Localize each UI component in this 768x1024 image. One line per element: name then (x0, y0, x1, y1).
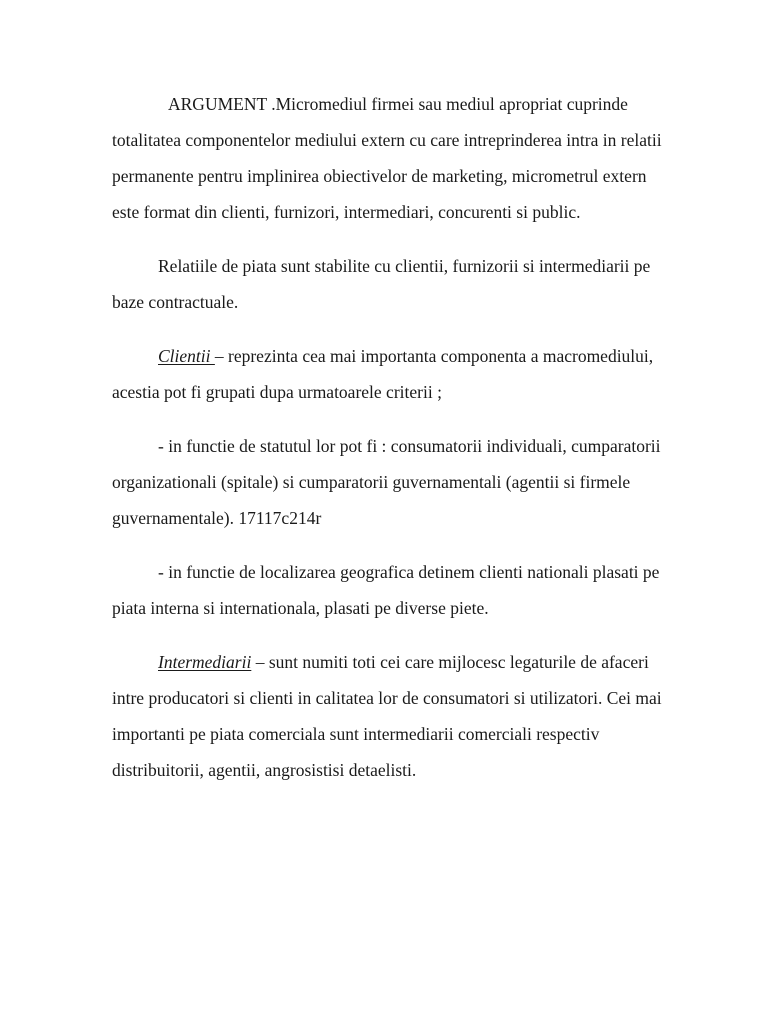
paragraph-client-location-criterion: - in functie de localizarea geografica detinem clienti nationali plasati pe piata interna si internationala, plasati pe diverse piete. (112, 562, 660, 618)
paragraph-intermediaries-text: – sunt numiti toti cei care mijlocesc legaturile de afaceri intre producatori si clienti in calitatea lor de consumatori si utilizatori. Cei mai importanti pe piata comerciala sunt intermediarii comerciali respectiv distribuitorii, agentii, angrosistisi detaelisti. (112, 652, 662, 780)
paragraph-clients-text: – reprezinta cea mai importanta componenta a macromediului, acestia pot fi grupati dupa urmatoarele criterii ; (112, 346, 654, 402)
term-intermediaries: Intermediarii (158, 652, 252, 672)
paragraph-market-relations: Relatiile de piata sunt stabilite cu clientii, furnizorii si intermediarii pe baze contractuale. (112, 256, 651, 312)
paragraph-client-status-criterion: - in functie de statutul lor pot fi : consumatorii individuali, cumparatorii organizationali (spitale) si cumparatorii guvernamentali (agentii si firmele guvernamentale). 17117c214r (112, 436, 661, 528)
document-body (112, 86, 672, 806)
term-clients: Clientii (158, 346, 215, 366)
paragraph-clients (112, 338, 672, 410)
paragraph-argument: ARGUMENT .Micromediul firmei sau mediul apropriat cuprinde totalitatea componentelor mediului extern cu care intreprinderea intra in relatii permanente pentru implinirea obiectivelor de marketing, micrometrul extern este format din clienti, furnizori, intermediari, concurenti si public. (112, 94, 662, 222)
paragraph-intermediaries (112, 644, 672, 788)
